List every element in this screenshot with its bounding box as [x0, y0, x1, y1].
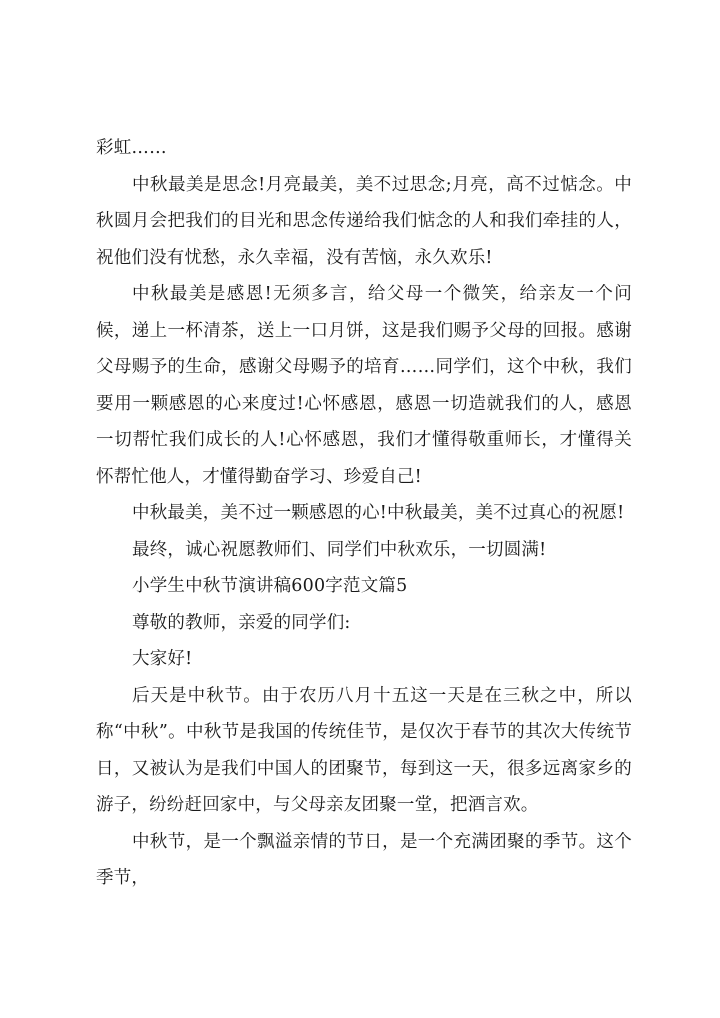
- paragraph-festival-intro: 后天是中秋节。由于农历八月十五这一天是在三秋之中，所以称“中秋”。中秋节是我国的传统佳节，是仅次于春节的其次大传统节日，又被认为是我们中国人的团聚节，每到这一天，很多远离家乡的游子，纷纷赶回家中，与父母亲友团聚一堂，把酒言欢。: [96, 685, 632, 815]
- paragraph-closing-wish: 最终，诚心祝愿教师们、同学们中秋欢乐，一切圆满!: [132, 539, 547, 560]
- document-body: [96, 130, 632, 897]
- section-heading: 小学生中秋节演讲稿600字范文篇5: [132, 576, 408, 596]
- paragraph-festival-family: 中秋节，是一个飘溢亲情的节日，是一个充满团聚的季节。这个季节，: [96, 831, 632, 888]
- salutation: 尊敬的教师，亲爱的同学们:: [132, 612, 351, 633]
- greeting: 大家好!: [132, 649, 193, 669]
- paragraph-missing: 中秋最美是思念!月亮最美，美不过思念;月亮，高不过惦念。中秋圆月会把我们的目光和思念传递给我们惦念的人和我们牵挂的人，祝他们没有忧愁，永久幸福，没有苦恼，永久欢乐!: [96, 174, 632, 268]
- paragraph-summary: 中秋最美，美不过一颗感恩的心!中秋最美，美不过真心的祝愿!: [132, 503, 625, 523]
- paragraph-gratitude: 中秋最美是感恩!无须多言，给父母一个微笑，给亲友一个问候，递上一杯清茶，送上一口月饼，这是我们赐予父母的回报。感谢父母赐予的生命，感谢父母赐予的培育……同学们，这个中秋，我们要用一颗感恩的心来度过!心怀感恩，感恩一切造就我们的人，感恩一切帮忙我们成长的人!心怀感恩，我们才懂得敬重师长，才懂得关怀帮忙他人，才懂得勤奋学习、珍爱自己!: [96, 284, 632, 487]
- paragraph-continuation: 彩虹……: [96, 138, 167, 158]
